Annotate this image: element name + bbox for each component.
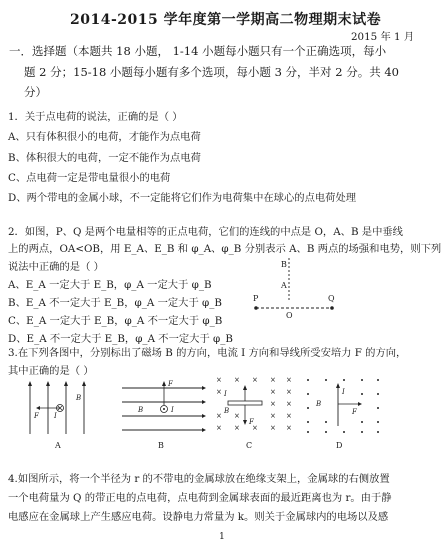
section-heading-line-3: 分）: [24, 85, 47, 99]
q3a-caption: A: [55, 441, 61, 450]
q3-figure-d: [300, 372, 384, 450]
q2-label-a: A: [281, 281, 287, 290]
q3b-label-f: F: [168, 380, 173, 388]
svg-text:×: ×: [286, 400, 292, 408]
section-heading-line-1: 一．选择题（本题共 18 小题， 1-14 小题每小题只有一个正确选项，每小: [9, 44, 387, 58]
svg-text:×: ×: [286, 424, 292, 432]
q3-line-2: 其中正确的是（ ）: [8, 365, 94, 377]
svg-text:×: ×: [234, 424, 240, 432]
q2-option-d: D、E_A 不一定大于 E_B，φ_A 不一定大于 φ_B: [8, 333, 233, 345]
q3a-label-b: B: [76, 394, 82, 402]
q3c-label-b: B: [224, 407, 230, 415]
svg-text:×: ×: [270, 424, 276, 432]
q3b-label-b: B: [138, 406, 144, 414]
q3b-caption: B: [158, 441, 164, 450]
q2-option-c: C、E_A 一定大于 E_B，φ_A 不一定大于 φ_B: [8, 315, 223, 327]
q2-line-2: 上的两点，OA<OB，用 E_A、E_B 和 φ_A、φ_B 分别表示 A、B 两点的场强和电势，则下列: [8, 243, 442, 255]
svg-text:×: ×: [216, 376, 222, 384]
exam-date: 2015 年 1 月: [351, 31, 415, 43]
q3-figure-a: [20, 378, 96, 450]
exam-title: 2014-2015 学年度第一学期高二物理期末试卷: [70, 12, 382, 28]
svg-text:×: ×: [270, 376, 276, 384]
svg-text:×: ×: [286, 388, 292, 396]
q3d-caption: D: [336, 441, 343, 450]
q4-line-2: 一个电荷量为 Q 的带正电的点电荷，点电荷到金属球表面的最近距离也为 r。由于静: [8, 492, 392, 504]
q3d-label-i: I: [342, 388, 345, 396]
q1-stem: 1．关于点电荷的说法，正确的是（ ）: [8, 111, 183, 123]
section-heading-line-2: 题 2 分；15-18 小题每小题有多个选项，每小题 3 分，半对 2 分。共 40: [24, 65, 399, 79]
svg-text:×: ×: [252, 376, 258, 384]
q2-label-o: O: [286, 311, 293, 320]
svg-text:×: ×: [234, 376, 240, 384]
q3-figure-b: [118, 378, 208, 450]
svg-text:×: ×: [216, 388, 222, 396]
q1-option-d: D、两个带电的金属小球，不一定能将它们作为电荷集中在球心的点电荷处理: [8, 192, 357, 204]
q4-line-1: 4.如图所示，将一个半径为 r 的不带电的金属球放在绝缘支架上，金属球的右侧放置: [8, 473, 390, 485]
q3c-caption: C: [246, 441, 253, 450]
q2-line-3: 说法中正确的是（ ）: [8, 261, 104, 273]
q3a-label-i: I: [54, 412, 57, 420]
svg-text:×: ×: [270, 412, 276, 420]
svg-text:×: ×: [270, 388, 276, 396]
svg-text:×: ×: [252, 424, 258, 432]
q3-line-1: 3.在下列各图中，分别标出了磁场 B 的方向，电流 I 方向和导线所受安培力 F 的方向，: [8, 347, 407, 359]
svg-text:×: ×: [286, 376, 292, 384]
q1-option-b: B、体积很大的电荷，一定不能作为点电荷: [8, 152, 201, 164]
svg-text:×: ×: [286, 412, 292, 420]
q3a-label-f: F: [34, 412, 39, 420]
q2-line-1: 2．如图，P、Q 是两个电量相等的正点电荷，它们的连线的中点是 O，A、B 是中垂线: [8, 226, 403, 238]
page-number: 1: [219, 531, 225, 542]
q2-figure: [252, 256, 342, 322]
q2-label-b: B: [281, 260, 287, 269]
svg-text:×: ×: [270, 400, 276, 408]
q3-figure-c: [210, 372, 294, 450]
svg-text:×: ×: [234, 412, 240, 420]
q2-label-p: P: [253, 294, 259, 303]
q3d-label-b: B: [316, 400, 322, 408]
q2-option-a: A、E_A 一定大于 E_B，φ_A 一定大于 φ_B: [8, 279, 212, 291]
svg-text:×: ×: [216, 412, 222, 420]
q2-option-b: B、E_A 不一定大于 E_B，φ_A 一定大于 φ_B: [8, 297, 222, 309]
q3c-label-i: I: [224, 390, 227, 398]
svg-text:×: ×: [216, 424, 222, 432]
q1-option-c: C、点电荷一定是带电量很小的电荷: [8, 172, 171, 184]
q1-option-a: A、只有体积很小的电荷，才能作为点电荷: [8, 131, 201, 143]
q2-label-q: Q: [328, 294, 335, 303]
q4-line-3: 电感应在金属球上产生感应电荷。设静电力常量为 k。则关于金属球内的电场以及感: [8, 511, 389, 523]
q3b-label-i: I: [171, 406, 174, 414]
q3d-label-f: F: [352, 408, 357, 416]
q3c-label-f: F: [249, 418, 254, 426]
